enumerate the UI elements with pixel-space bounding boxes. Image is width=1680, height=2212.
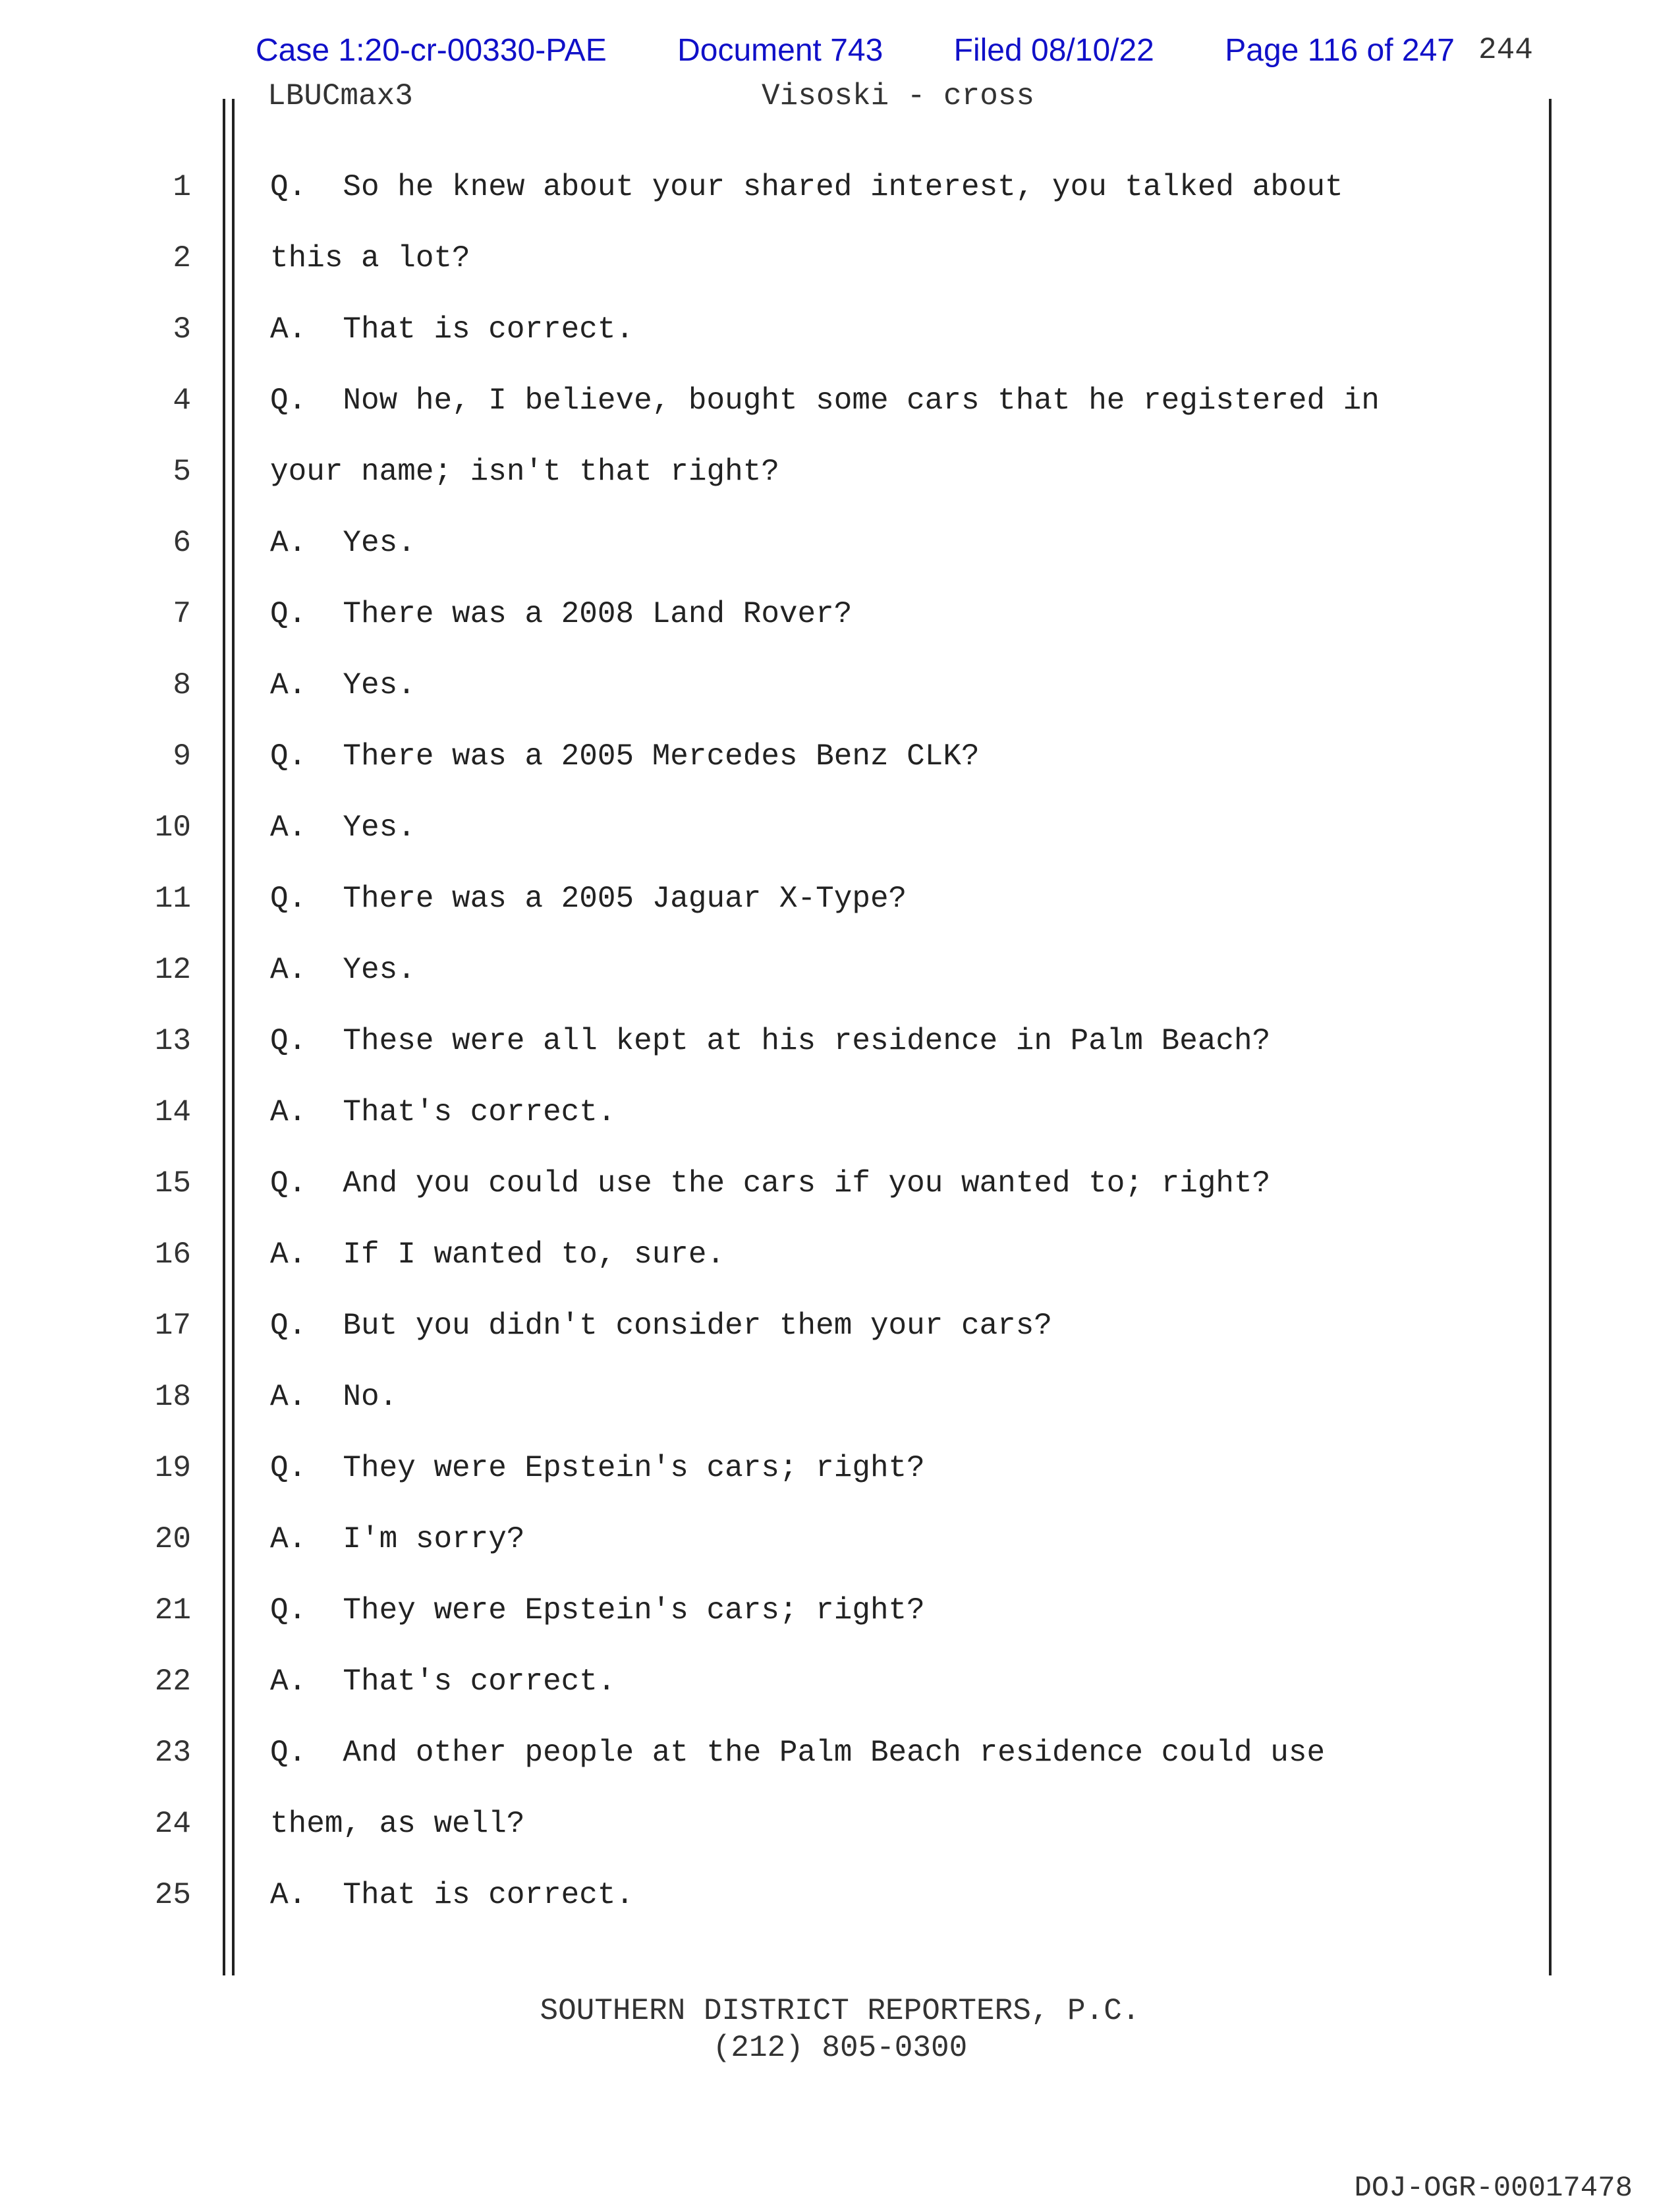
line-number: 1 bbox=[173, 170, 191, 204]
line-number: 3 bbox=[173, 312, 191, 347]
reporter-name: SOUTHERN DISTRICT REPORTERS, P.C. bbox=[540, 1994, 1140, 2028]
page-of-total: Page 116 of 247 bbox=[1225, 32, 1455, 68]
transcript-line bbox=[0, 739, 1680, 810]
transcript-page-number: 244 bbox=[1478, 33, 1533, 67]
line-number: 21 bbox=[154, 1593, 191, 1628]
line-number: 19 bbox=[154, 1451, 191, 1485]
transcript-line bbox=[0, 1451, 1680, 1522]
transcript-line bbox=[0, 170, 1680, 241]
line-number: 4 bbox=[173, 383, 191, 418]
line-text: A. Yes. bbox=[270, 953, 416, 987]
reporter-footer bbox=[0, 1993, 1680, 2066]
line-text: Q. They were Epstein's cars; right? bbox=[270, 1593, 925, 1628]
case-number: Case 1:20-cr-00330-PAE bbox=[256, 32, 607, 68]
line-text: Q. There was a 2008 Land Rover? bbox=[270, 597, 853, 631]
line-text: Q. And you could use the cars if you wanted to; right? bbox=[270, 1166, 1271, 1201]
transcript-line bbox=[0, 882, 1680, 953]
line-text: Q. They were Epstein's cars; right? bbox=[270, 1451, 925, 1485]
line-number: 7 bbox=[173, 597, 191, 631]
transcript-line bbox=[0, 597, 1680, 668]
line-text: Q. So he knew about your shared interest, you talked about bbox=[270, 170, 1343, 204]
transcript-line bbox=[0, 1309, 1680, 1380]
transcript-line bbox=[0, 1736, 1680, 1807]
line-number: 10 bbox=[154, 810, 191, 845]
line-text: A. That's correct. bbox=[270, 1095, 616, 1129]
line-text: A. No. bbox=[270, 1380, 398, 1414]
line-text: A. That's correct. bbox=[270, 1664, 616, 1699]
line-text: this a lot? bbox=[270, 241, 470, 275]
line-number: 16 bbox=[154, 1237, 191, 1272]
transcript-line bbox=[0, 668, 1680, 739]
transcript-line bbox=[0, 383, 1680, 455]
line-text: A. That is correct. bbox=[270, 312, 634, 347]
transcript-line bbox=[0, 1024, 1680, 1095]
line-number: 24 bbox=[154, 1807, 191, 1841]
line-number: 8 bbox=[173, 668, 191, 702]
line-text: Q. There was a 2005 Jaguar X-Type? bbox=[270, 882, 907, 916]
line-text: A. Yes. bbox=[270, 526, 416, 560]
line-number: 18 bbox=[154, 1380, 191, 1414]
line-text: A. I'm sorry? bbox=[270, 1522, 525, 1556]
bates-number: DOJ-OGR-00017478 bbox=[1354, 2172, 1633, 2205]
line-text: A. Yes. bbox=[270, 810, 416, 845]
line-text: Q. And other people at the Palm Beach residence could use bbox=[270, 1736, 1326, 1770]
transcript-line bbox=[0, 526, 1680, 597]
transcript-line bbox=[0, 1237, 1680, 1309]
line-number: 15 bbox=[154, 1166, 191, 1201]
transcript-line bbox=[0, 312, 1680, 383]
line-text: Q. There was a 2005 Mercedes Benz CLK? bbox=[270, 739, 980, 774]
line-number: 5 bbox=[173, 455, 191, 489]
transcript-line bbox=[0, 1380, 1680, 1451]
line-number: 25 bbox=[154, 1878, 191, 1912]
line-text: Q. But you didn't consider them your cars? bbox=[270, 1309, 1052, 1343]
transcript-line bbox=[0, 1593, 1680, 1664]
transcript-line bbox=[0, 1522, 1680, 1593]
line-number: 12 bbox=[154, 953, 191, 987]
transcript-line bbox=[0, 241, 1680, 312]
reporter-phone: (212) 805-0300 bbox=[712, 2031, 968, 2065]
transcript-line bbox=[0, 1095, 1680, 1166]
transcript-line bbox=[0, 1166, 1680, 1237]
line-text: them, as well? bbox=[270, 1807, 525, 1841]
line-text: your name; isn't that right? bbox=[270, 455, 779, 489]
line-number: 6 bbox=[173, 526, 191, 560]
transcript-line bbox=[0, 953, 1680, 1024]
line-number: 2 bbox=[173, 241, 191, 275]
line-text: A. That is correct. bbox=[270, 1878, 634, 1912]
transcript-line bbox=[0, 1878, 1680, 1949]
line-number: 17 bbox=[154, 1309, 191, 1343]
line-number: 11 bbox=[154, 882, 191, 916]
transcript-line bbox=[0, 455, 1680, 526]
witness-title: Visoski - cross bbox=[762, 79, 1035, 113]
line-text: A. If I wanted to, sure. bbox=[270, 1237, 725, 1272]
line-text: A. Yes. bbox=[270, 668, 416, 702]
line-text: Q. Now he, I believe, bought some cars that he registered in bbox=[270, 383, 1380, 418]
document-number: Document 743 bbox=[677, 32, 883, 68]
line-number: 23 bbox=[154, 1736, 191, 1770]
transcript-line bbox=[0, 1807, 1680, 1878]
filing-header bbox=[256, 29, 1455, 71]
line-number: 9 bbox=[173, 739, 191, 774]
line-number: 14 bbox=[154, 1095, 191, 1129]
line-number: 13 bbox=[154, 1024, 191, 1058]
filed-date: Filed 08/10/22 bbox=[953, 32, 1154, 68]
transcript-code: LBUCmax3 bbox=[267, 79, 413, 113]
line-number: 22 bbox=[154, 1664, 191, 1699]
transcript-body bbox=[0, 170, 1680, 1949]
line-number: 20 bbox=[154, 1522, 191, 1556]
transcript-line bbox=[0, 810, 1680, 882]
line-text: Q. These were all kept at his residence in Palm Beach? bbox=[270, 1024, 1271, 1058]
transcript-line bbox=[0, 1664, 1680, 1736]
